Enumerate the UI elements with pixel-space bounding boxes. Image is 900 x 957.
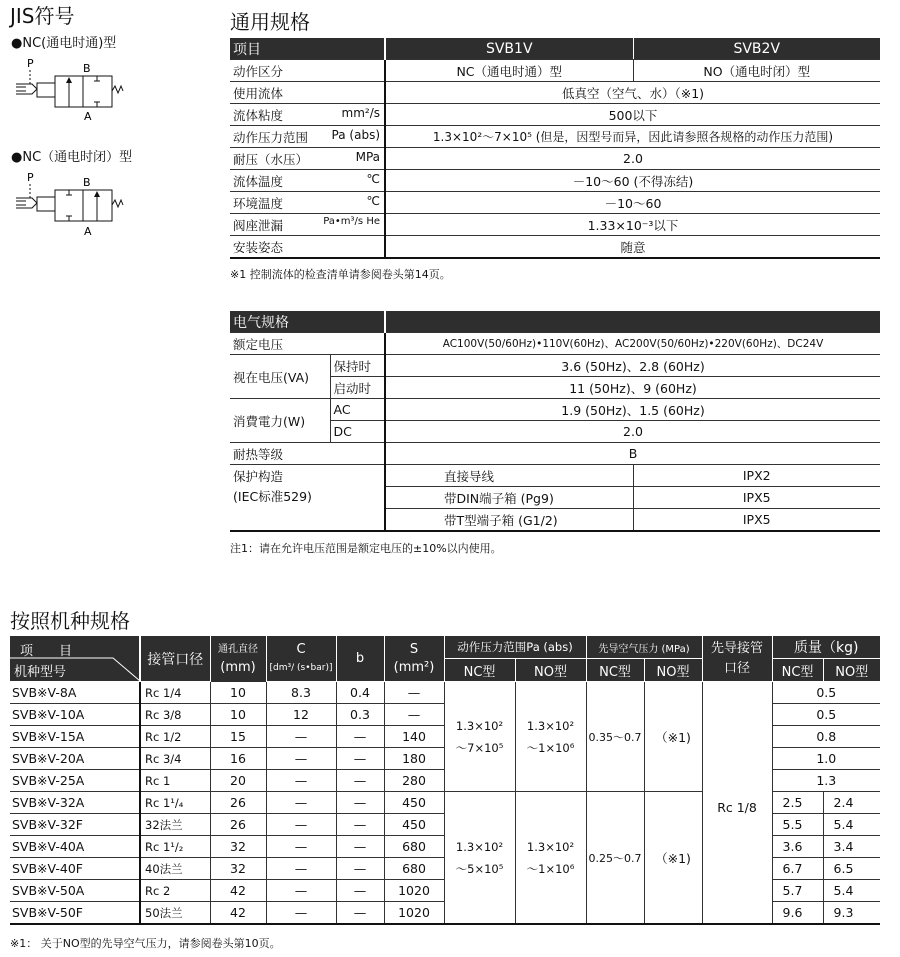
- model-cell: SVB※V-50A: [10, 880, 140, 902]
- b-cell: —: [336, 770, 384, 792]
- orifice-cell: 42: [210, 880, 266, 902]
- b-cell: —: [336, 814, 384, 836]
- c-cell: —: [266, 902, 336, 925]
- model-spec-table: [10, 636, 880, 925]
- row-label: 流体粘度: [233, 107, 284, 123]
- orifice-cell: 42: [210, 902, 266, 925]
- orifice-cell: 10: [210, 682, 266, 704]
- s-cell: —: [384, 704, 444, 726]
- port-cell: Rc 1/2: [140, 726, 210, 748]
- mass-no-cell: 9.3: [823, 902, 880, 925]
- s-cell: 680: [384, 858, 444, 880]
- model-cell: SVB※V-8A: [10, 682, 140, 704]
- range-line-1: 1.3×10²: [526, 839, 575, 854]
- row-sublabel: 保持时: [330, 355, 385, 377]
- b-cell: —: [336, 726, 384, 748]
- mass-cell: 1.3: [772, 770, 880, 792]
- jis-title: JIS符号: [10, 4, 75, 28]
- s-cell: —: [384, 682, 444, 704]
- s-cell: 450: [384, 792, 444, 814]
- header-s-cell: [384, 636, 444, 682]
- b-cell: 0.4: [336, 682, 384, 704]
- header-pilot-port-2: 口径: [724, 660, 751, 676]
- b-cell: —: [336, 836, 384, 858]
- mass-no-cell: 3.4: [823, 836, 880, 858]
- range-line-2: ～1×10⁶: [526, 740, 575, 755]
- pressure-no-group2: [515, 792, 586, 925]
- header-item-model: [10, 636, 140, 682]
- port-cell: Rc 2: [140, 880, 210, 902]
- row-value-svb2v: NO（通电时闭）型: [633, 60, 880, 82]
- mass-cell: 1.0: [772, 748, 880, 770]
- header-s-unit: (mm²): [393, 659, 435, 675]
- port-a-label: A: [84, 110, 92, 120]
- table-header-row: [230, 38, 880, 60]
- port-cell: 50法兰: [140, 902, 210, 925]
- row-value: 2.0: [385, 148, 880, 170]
- row-value: 2.0: [385, 421, 880, 443]
- model-cell: SVB※V-32F: [10, 814, 140, 836]
- header-diagonal: [10, 637, 140, 681]
- table-header-row: [230, 311, 880, 333]
- mass-nc-cell: 3.6: [772, 836, 823, 858]
- c-cell: —: [266, 858, 336, 880]
- s-cell: 680: [384, 836, 444, 858]
- mass-no-cell: 2.4: [823, 792, 880, 814]
- mass-nc-cell: 5.7: [772, 880, 823, 902]
- header-item: 项目: [230, 38, 385, 60]
- mass-no-cell: 6.5: [823, 858, 880, 880]
- b-cell: —: [336, 858, 384, 880]
- row-label: 安装姿态: [230, 236, 385, 259]
- header-svb1v: SVB1V: [385, 38, 633, 60]
- model-cell: SVB※V-50F: [10, 902, 140, 925]
- model-cell: SVB※V-32A: [10, 792, 140, 814]
- pressure-nc-group1: [444, 682, 515, 792]
- protection-value: IPX5: [633, 509, 880, 532]
- model-cell: SVB※V-20A: [10, 748, 140, 770]
- row-label-2: (IEC标准529): [233, 489, 312, 504]
- model-cell: SVB※V-10A: [10, 704, 140, 726]
- pressure-no-group1: [515, 682, 586, 792]
- pilot-port-cell: Rc 1/8: [702, 682, 772, 925]
- orifice-cell: 26: [210, 814, 266, 836]
- s-cell: 180: [384, 748, 444, 770]
- table-row: [230, 236, 880, 259]
- header-pressure-no: NO型: [515, 659, 586, 682]
- port-cell: 32法兰: [140, 814, 210, 836]
- protection-type: 带T型端子箱 (G1/2): [385, 509, 633, 532]
- port-cell: Rc 1: [140, 770, 210, 792]
- mass-cell: 0.5: [772, 682, 880, 704]
- port-cell: 40法兰: [140, 858, 210, 880]
- port-cell: Rc 1¹/₄: [140, 792, 210, 814]
- row-label-cell: [230, 192, 385, 214]
- table-row: [230, 170, 880, 192]
- range-line-2: ～5×10⁵: [455, 861, 504, 876]
- range-line-1: 1.3×10²: [526, 718, 575, 733]
- header-blank: [385, 311, 880, 333]
- table-row: [230, 192, 880, 214]
- row-label: 使用流体: [230, 82, 385, 104]
- b-cell: 0.3: [336, 704, 384, 726]
- header-svb2v: SVB2V: [633, 38, 880, 60]
- orifice-cell: 16: [210, 748, 266, 770]
- header-c: C: [296, 641, 306, 657]
- orifice-cell: 26: [210, 792, 266, 814]
- table-row: [230, 148, 880, 170]
- protection-type: 直接导线: [385, 465, 633, 487]
- c-cell: 12: [266, 704, 336, 726]
- row-value: 1.9 (50Hz)、1.5 (60Hz): [385, 399, 880, 421]
- model-spec-title: 按照机种规格: [10, 609, 130, 633]
- c-cell: 8.3: [266, 682, 336, 704]
- port-p-label: P: [27, 58, 34, 70]
- pilot-no-group1: （※1): [644, 682, 702, 792]
- row-label: 阀座泄漏: [233, 217, 284, 233]
- row-value-svb1v: NC（通电时通）型: [385, 60, 633, 82]
- c-cell: —: [266, 814, 336, 836]
- c-cell: —: [266, 792, 336, 814]
- row-label-cell: [230, 126, 385, 148]
- row-value: 500以下: [385, 104, 880, 126]
- row-label-cell: [230, 104, 385, 126]
- row-value: 随意: [385, 236, 880, 259]
- header-pilot: 先导空气压力 (MPa): [586, 636, 702, 659]
- range-line-2: ～7×10⁵: [455, 740, 504, 755]
- header-c-unit: [dm³/ (s•bar)]: [269, 662, 333, 673]
- header-mass-nc: NC型: [772, 659, 823, 682]
- row-value: 11 (50Hz)、9 (60Hz): [385, 377, 880, 399]
- mass-nc-cell: 2.5: [772, 792, 823, 814]
- model-cell: SVB※V-40F: [10, 858, 140, 880]
- electrical-spec-table: [230, 311, 880, 532]
- row-label: 视在电压(VA): [230, 355, 330, 399]
- mass-nc-cell: 9.6: [772, 902, 823, 925]
- row-label: 保护构造: [233, 469, 284, 484]
- header-pressure: 动作压力范围Pa (abs): [444, 636, 586, 659]
- orifice-cell: 32: [210, 836, 266, 858]
- header-orifice: 通孔直径: [218, 643, 258, 655]
- range-line-2: ～1×10⁶: [526, 861, 575, 876]
- orifice-cell: 20: [210, 770, 266, 792]
- range-line-1: 1.3×10²: [455, 718, 504, 733]
- row-value: 3.6 (50Hz)、2.8 (60Hz): [385, 355, 880, 377]
- row-label: 消費電力(W): [230, 399, 330, 443]
- model-cell: SVB※V-15A: [10, 726, 140, 748]
- table-header-row: [10, 636, 880, 659]
- header-orifice-cell: [210, 636, 266, 682]
- c-cell: —: [266, 770, 336, 792]
- orifice-cell: 15: [210, 726, 266, 748]
- table-row: [230, 465, 880, 487]
- row-sublabel: 启动时: [330, 377, 385, 399]
- b-cell: —: [336, 792, 384, 814]
- protection-value: IPX2: [633, 465, 880, 487]
- table-row: [230, 399, 880, 421]
- row-value: 1.3×10²～7×10⁵ (但是，因型号而异，因此请参照各规格的动作压力范围): [385, 126, 880, 148]
- row-sublabel: AC: [330, 399, 385, 421]
- mass-no-cell: 5.4: [823, 880, 880, 902]
- row-label-cell: [230, 148, 385, 170]
- protection-type: 带DIN端子箱 (Pg9): [385, 487, 633, 509]
- header-orifice-unit: (mm): [220, 659, 256, 675]
- pilot-nc-group1: 0.35～0.7: [586, 682, 644, 792]
- row-label: 动作压力范围: [233, 129, 309, 145]
- b-cell: —: [336, 748, 384, 770]
- range-line-1: 1.3×10²: [455, 839, 504, 854]
- symbol2-label: ●NC（通电时闭）型: [11, 150, 133, 165]
- port-cell: Rc 3/4: [140, 748, 210, 770]
- row-unit: MPa: [355, 149, 380, 164]
- row-label: 流体温度: [233, 173, 284, 189]
- header-b: b: [336, 636, 384, 682]
- electrical-note: 注1：请在允许电压范围是额定电压的±10%以内使用。: [230, 542, 502, 555]
- electrical-spec-title: 电气规格: [230, 311, 385, 333]
- b-cell: —: [336, 880, 384, 902]
- table-row: [230, 333, 880, 355]
- row-sublabel: DC: [330, 421, 385, 443]
- general-note: ※1 控制流体的检查清单请参阅卷头第14页。: [230, 268, 451, 281]
- header-pressure-nc: NC型: [444, 659, 515, 682]
- port-cell: Rc 3/8: [140, 704, 210, 726]
- table-row: [10, 682, 880, 704]
- port-cell: Rc 1¹/₂: [140, 836, 210, 858]
- header-pilot-port-cell: [702, 636, 772, 682]
- row-value: B: [385, 443, 880, 465]
- s-cell: 1020: [384, 880, 444, 902]
- table-row: [230, 443, 880, 465]
- port-a-label: A: [84, 225, 92, 236]
- orifice-cell: 32: [210, 858, 266, 880]
- mass-no-cell: 5.4: [823, 814, 880, 836]
- row-label-cell: [230, 214, 385, 236]
- c-cell: —: [266, 726, 336, 748]
- row-value: AC100V(50/60Hz)•110V(60Hz)、AC200V(50/60Hz)•220V(60Hz)、DC24V: [385, 333, 880, 355]
- protection-value: IPX5: [633, 487, 880, 509]
- port-b-label: B: [83, 176, 91, 189]
- row-value: －10～60: [385, 192, 880, 214]
- row-label: 环境温度: [233, 195, 284, 211]
- model-cell: SVB※V-25A: [10, 770, 140, 792]
- row-unit: ℃: [366, 171, 380, 186]
- table-row: [230, 355, 880, 377]
- row-label: 动作区分: [230, 60, 385, 82]
- header-pilot-no: NO型: [644, 659, 702, 682]
- mass-nc-cell: 5.5: [772, 814, 823, 836]
- row-unit: Pa•m³/s He: [323, 215, 380, 227]
- s-cell: 450: [384, 814, 444, 836]
- symbol1-label: ●NC(通电时通)型: [11, 36, 117, 51]
- mass-nc-cell: 6.7: [772, 858, 823, 880]
- pilot-nc-group2: 0.25～0.7: [586, 792, 644, 925]
- header-c-cell: [266, 636, 336, 682]
- row-label: 额定电压: [230, 333, 385, 355]
- header-s: S: [409, 641, 419, 657]
- pilot-no-group2: （※1): [644, 792, 702, 925]
- table-row: [230, 126, 880, 148]
- s-cell: 1020: [384, 902, 444, 925]
- row-unit: Pa (abs): [331, 127, 380, 142]
- valve-symbol-nc-closed: [10, 172, 125, 236]
- row-unit: mm²/s: [341, 105, 380, 120]
- mass-cell: 0.5: [772, 704, 880, 726]
- table-row: [230, 60, 880, 82]
- general-spec-title: 通用规格: [230, 10, 310, 34]
- c-cell: —: [266, 748, 336, 770]
- row-label: 耐压（水压）: [233, 151, 309, 167]
- b-cell: —: [336, 902, 384, 925]
- header-port: 接管口径: [140, 636, 210, 682]
- table-row: [230, 82, 880, 104]
- row-value: 1.33×10⁻³以下: [385, 214, 880, 236]
- port-p-label: P: [27, 172, 34, 184]
- row-value: －10～60 (不得冻结): [385, 170, 880, 192]
- header-mass-no: NO型: [823, 659, 880, 682]
- model-cell: SVB※V-40A: [10, 836, 140, 858]
- row-label-cell: [230, 170, 385, 192]
- table-row: [230, 104, 880, 126]
- row-value: 低真空（空气、水）（※1): [385, 82, 880, 104]
- protection-label-cell: [230, 465, 385, 532]
- header-item: 项 目: [20, 643, 73, 659]
- orifice-cell: 10: [210, 704, 266, 726]
- pressure-nc-group2: [444, 792, 515, 925]
- s-cell: 280: [384, 770, 444, 792]
- port-b-label: B: [83, 62, 91, 75]
- mass-cell: 0.8: [772, 726, 880, 748]
- c-cell: —: [266, 836, 336, 858]
- general-spec-table: [230, 38, 880, 259]
- model-note: ※1： 关于NO型的先导空气压力，请参阅卷头第10页。: [10, 937, 281, 950]
- valve-symbol-nc-open: [10, 58, 125, 120]
- header-pilot-nc: NC型: [586, 659, 644, 682]
- header-pilot-port: 先导接管: [711, 640, 764, 656]
- s-cell: 140: [384, 726, 444, 748]
- table-row: [230, 214, 880, 236]
- row-unit: ℃: [366, 193, 380, 208]
- header-model: 机种型号: [14, 664, 67, 680]
- header-mass: 质量（kg): [772, 636, 880, 659]
- c-cell: —: [266, 880, 336, 902]
- port-cell: Rc 1/4: [140, 682, 210, 704]
- row-label: 耐热等级: [230, 443, 385, 465]
